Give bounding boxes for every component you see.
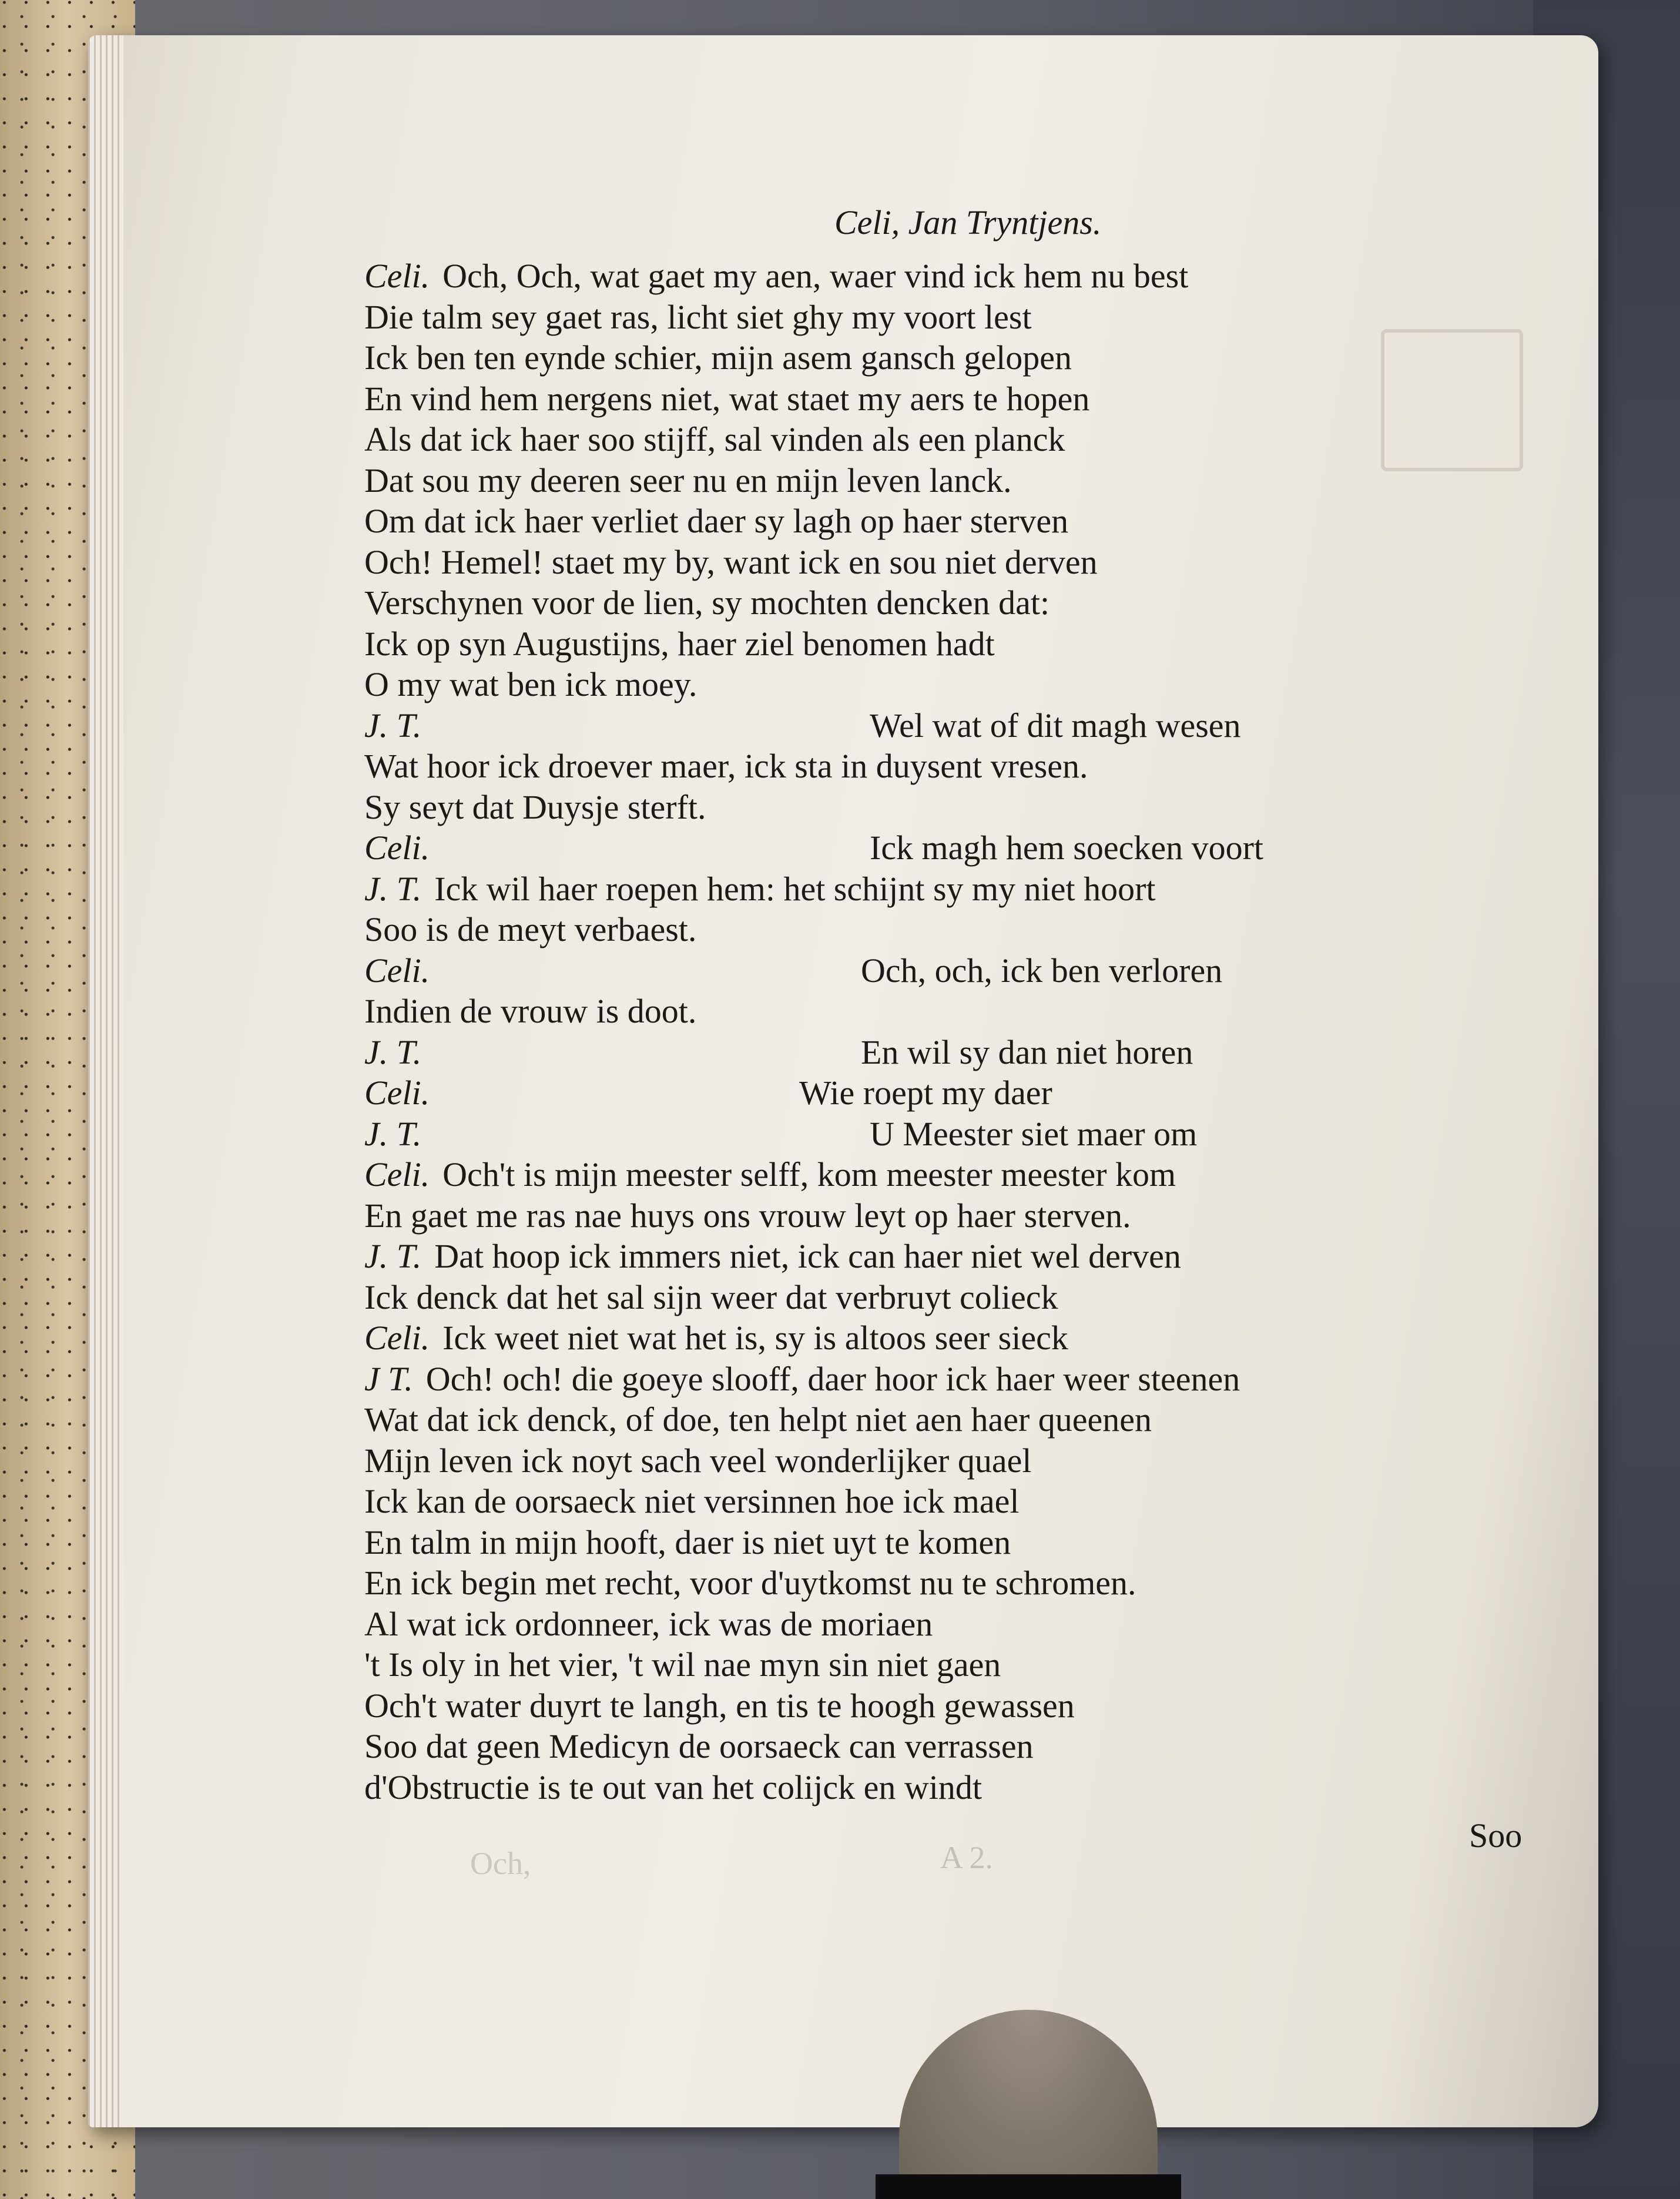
speaker-name: J T. bbox=[364, 1359, 413, 1398]
speaker-name: Celi. bbox=[364, 1155, 430, 1194]
verse-half-line: Wel wat of dit magh wesen bbox=[870, 706, 1241, 745]
verse-line bbox=[364, 1726, 1034, 1767]
verse-text: 't Is oly in het vier, 't wil nae myn sin niet gaen bbox=[364, 1645, 1001, 1684]
verse-line bbox=[364, 1767, 982, 1808]
speaker-name: Celi. bbox=[364, 257, 430, 295]
verse-line bbox=[364, 501, 1068, 542]
verse-line bbox=[364, 624, 995, 665]
speaker-name: Celi. bbox=[364, 951, 430, 990]
verse-text: Indien de vrouw is doot. bbox=[364, 992, 697, 1030]
verse-line bbox=[364, 1195, 1131, 1236]
verse-text: Ick op syn Augustijns, haer ziel benomen hadt bbox=[364, 624, 995, 663]
verse-text: O my wat ben ick moey. bbox=[364, 665, 698, 703]
verse-text: En gaet me ras nae huys ons vrouw leyt op haer sterven. bbox=[364, 1196, 1131, 1235]
verse-line bbox=[364, 1277, 1058, 1318]
verse-line bbox=[364, 419, 1065, 460]
speaker-name: Celi. bbox=[364, 1319, 430, 1357]
verse-text: Ick denck dat het sal sijn weer dat verbruyt colieck bbox=[364, 1278, 1058, 1316]
verse-text: Och! och! die goeye slooff, daer hoor ick haer weer steenen bbox=[425, 1359, 1240, 1398]
speaker-name: J. T. bbox=[364, 869, 422, 908]
verse-text: Verschynen voor de lien, sy mochten dencken dat: bbox=[364, 584, 1050, 622]
verse-line bbox=[364, 542, 1098, 583]
verse-line bbox=[364, 909, 696, 950]
speaker-name: J. T. bbox=[364, 1114, 422, 1153]
verse-text: Als dat ick haer soo stijff, sal vinden als een planck bbox=[364, 420, 1065, 458]
verse-line bbox=[364, 1072, 1052, 1114]
bleed-catchword: Och, bbox=[470, 1846, 531, 1881]
verse-line bbox=[364, 1236, 1181, 1277]
verse-text: Soo dat geen Medicyn de oorsaeck can verrassen bbox=[364, 1727, 1034, 1765]
verse-line bbox=[364, 1522, 1011, 1563]
verse-line bbox=[364, 664, 697, 705]
verse-line bbox=[364, 1481, 1019, 1522]
verse-half-line: Wie roept my daer bbox=[799, 1074, 1052, 1112]
verse-line bbox=[364, 787, 706, 828]
verse-text: Dat hoop ick immers niet, ick can haer niet wel derven bbox=[434, 1237, 1181, 1275]
verse-text: Ick ben ten eynde schier, mijn asem gansch gelopen bbox=[364, 338, 1072, 377]
verse-text: Soo is de meyt verbaest. bbox=[364, 910, 697, 948]
verse-line bbox=[364, 297, 1032, 338]
verse-line bbox=[364, 991, 696, 1032]
verse-text: d'Obstructie is te out van het colijck en windt bbox=[364, 1768, 982, 1806]
verse-text: Om dat ick haer verliet daer sy lagh op haer sterven bbox=[364, 502, 1069, 540]
verse-text: Och, Och, wat gaet my aen, waer vind ick hem nu best bbox=[442, 257, 1189, 295]
verse-line bbox=[364, 1440, 1031, 1481]
bleed-through-ornament bbox=[1381, 329, 1523, 471]
verse-text: Ick wil haer roepen hem: het schijnt sy my niet hoort bbox=[434, 869, 1156, 908]
verse-line bbox=[364, 256, 1188, 297]
verse-half-line: Och, och, ick ben verloren bbox=[861, 951, 1223, 990]
verse-line bbox=[364, 1154, 1176, 1195]
verse-text: Och! Hemel! staet my by, want ick en sou niet derven bbox=[364, 542, 1098, 581]
verse-text: En talm in mijn hooft, daer is niet uyt te komen bbox=[364, 1523, 1011, 1561]
verse-text: Al wat ick ordonneer, ick was de moriaen bbox=[364, 1604, 933, 1643]
verse-line bbox=[364, 869, 1156, 910]
verse-line bbox=[364, 827, 1264, 869]
verse-line bbox=[364, 1359, 1240, 1400]
verse-text: Ick kan de oorsaeck niet versinnen hoe ick mael bbox=[364, 1482, 1020, 1520]
running-head: Celi, Jan Tryntjens. bbox=[834, 203, 1102, 242]
verse-text: Die talm sey gaet ras, licht siet ghy my voort lest bbox=[364, 297, 1032, 336]
verse-half-line: U Meester siet maer om bbox=[870, 1114, 1198, 1153]
verse-line bbox=[364, 1685, 1075, 1727]
verse-line bbox=[364, 950, 1223, 991]
page-edges bbox=[88, 35, 123, 2127]
verse-text: Sy seyt dat Duysje sterft. bbox=[364, 787, 706, 826]
verse-line bbox=[364, 1318, 1068, 1359]
speaker-name: J. T. bbox=[364, 1237, 422, 1275]
verse-line bbox=[364, 705, 1241, 746]
verse-text: Och't is mijn meester selff, kom meester meester kom bbox=[442, 1155, 1176, 1194]
verse-text: En vind hem nergens niet, wat staet my aers te hopen bbox=[364, 379, 1090, 418]
verse-text: Wat hoor ick droever maer, ick sta in duysent vresen. bbox=[364, 747, 1088, 785]
verse-half-line: En wil sy dan niet horen bbox=[861, 1033, 1193, 1071]
verse-line bbox=[364, 1032, 1193, 1073]
speaker-name: J. T. bbox=[364, 1033, 422, 1071]
verse-line bbox=[364, 337, 1072, 378]
verse-half-line: Ick magh hem soecken voort bbox=[870, 829, 1264, 867]
verse-line bbox=[364, 1563, 1136, 1604]
speaker-name: J. T. bbox=[364, 706, 422, 745]
verse-line bbox=[364, 1114, 1198, 1155]
verse-line bbox=[364, 1644, 1001, 1685]
speaker-name: Celi. bbox=[364, 1074, 430, 1112]
verse-line bbox=[364, 582, 1049, 624]
weight-base bbox=[876, 2174, 1181, 2199]
verse-line bbox=[364, 746, 1088, 787]
verse-text: Wat dat ick denck, of doe, ten helpt niet aen haer queenen bbox=[364, 1400, 1152, 1439]
verse-text: Ick weet niet wat het is, sy is altoos seer sieck bbox=[442, 1319, 1068, 1357]
verse-text: Mijn leven ick noyt sach veel wonderlijker quael bbox=[364, 1441, 1032, 1480]
verse-line bbox=[364, 460, 1012, 501]
verse-line bbox=[364, 378, 1089, 420]
verse-line bbox=[364, 1399, 1152, 1440]
speaker-name: Celi. bbox=[364, 829, 430, 867]
catchword: Soo bbox=[1469, 1816, 1523, 1855]
verse-text: Dat sou my deeren seer nu en mijn leven lanck. bbox=[364, 461, 1012, 500]
verse-line bbox=[364, 1604, 933, 1645]
verse-text: Och't water duyrt te langh, en tis te hoogh gewassen bbox=[364, 1686, 1075, 1725]
signature-mark: A 2. bbox=[940, 1840, 994, 1875]
verse-text: En ick begin met recht, voor d'uytkomst nu te schromen. bbox=[364, 1564, 1136, 1602]
